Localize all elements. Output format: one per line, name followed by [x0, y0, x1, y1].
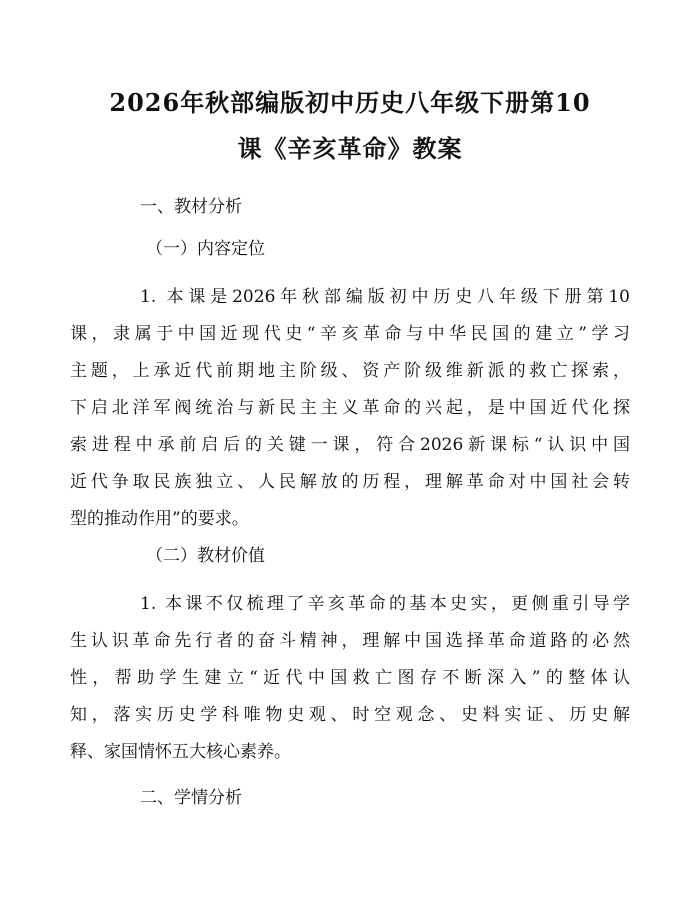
paragraph-line: 知，落实历史学科唯物史观、时空观念、史料实证、历史解 — [70, 705, 630, 725]
paragraph-line: 性，帮助学生建立“近代中国救亡图存不断深入”的整体认 — [70, 668, 630, 688]
paragraph-line: 型的推动作用”的要求。 — [70, 509, 249, 529]
paragraph-textbook-value — [70, 586, 630, 771]
paragraph-line: 生认识革命先行者的奋斗精神，理解中国选择革命道路的必然 — [70, 631, 630, 651]
section-heading-student-analysis: 二、学情分析 — [140, 788, 242, 808]
paragraph-line: 近代争取民族独立、人民解放的历程，理解革命对中国社会转 — [70, 472, 630, 492]
paragraph-line: 索进程中承前启后的关键一课，符合2026新课标“认识中国 — [70, 435, 630, 455]
document-title-line-1: 2026年秋部编版初中历史八年级下册第10 — [109, 88, 591, 117]
subsection-heading-textbook-value: （二）教材价值 — [146, 546, 265, 566]
paragraph-line: 主题，上承近代前期地主阶级、资产阶级维新派的救亡探索， — [70, 361, 630, 381]
section-heading-textbook-analysis: 一、教材分析 — [140, 197, 242, 217]
paragraph-line: 下启北洋军阀统治与新民主主义革命的兴起，是中国近代化探 — [70, 398, 630, 418]
paragraph-content-positioning — [70, 279, 630, 538]
document-title-line-2: 课《辛亥革命》教案 — [237, 134, 463, 163]
paragraph-line: 释、家国情怀五大核心素养。 — [70, 742, 291, 762]
subsection-heading-content-positioning: （一）内容定位 — [146, 239, 265, 259]
paragraph-line: 1. 本课不仅梳理了辛亥革命的基本史实，更侧重引导学 — [140, 594, 630, 614]
paragraph-line: 课，隶属于中国近现代史“辛亥革命与中华民国的建立”学习 — [70, 324, 630, 344]
paragraph-line: 1. 本课是2026年秋部编版初中历史八年级下册第10 — [140, 287, 630, 307]
